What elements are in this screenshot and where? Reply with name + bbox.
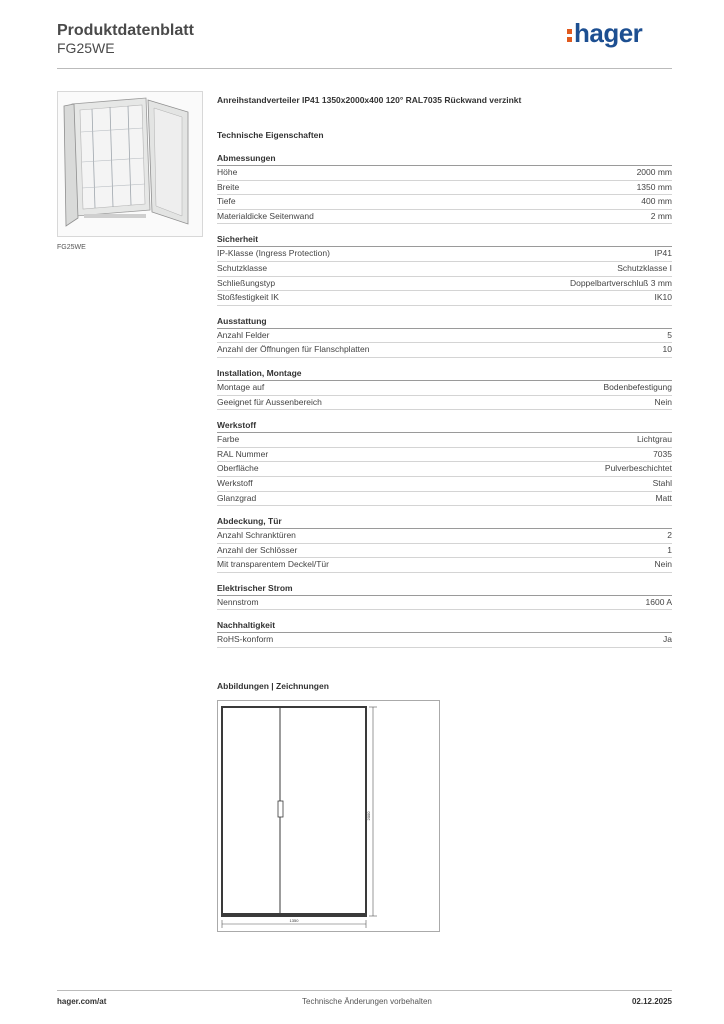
footer-disclaimer: Technische Änderungen vorbehalten: [302, 997, 432, 1006]
spec-value: Schutzklasse I: [617, 262, 672, 273]
spec-label: Oberfläche: [217, 463, 259, 474]
spec-row: [217, 529, 672, 544]
section-title: Werkstoff: [217, 419, 672, 433]
spec-label: Höhe: [217, 167, 238, 177]
spec-row: [217, 596, 672, 611]
spec-label: Anzahl der Schlösser: [217, 544, 298, 555]
spec-value: Bodenbefestigung: [603, 381, 672, 392]
section-title: Installation, Montage: [217, 367, 672, 381]
spec-section: [217, 515, 672, 573]
spec-row: [217, 247, 672, 262]
section-title: Elektrischer Strom: [217, 582, 672, 596]
spec-label: RAL Nummer: [217, 448, 269, 459]
spec-label: Montage auf: [217, 381, 265, 392]
footer-date: 02.12.2025: [631, 997, 672, 1006]
spec-section: [217, 419, 672, 506]
spec-value: 5: [667, 329, 672, 340]
figures-title: Abbildungen | Zeichnungen: [217, 681, 329, 691]
spec-value: 1: [667, 544, 672, 555]
spec-row: [217, 433, 672, 448]
spec-row: [217, 448, 672, 463]
spec-row: [217, 277, 672, 292]
spec-value: 2: [667, 530, 672, 541]
spec-value: 1600 A: [645, 596, 672, 607]
image-caption: FG25WE: [57, 244, 86, 251]
spec-value: Nein: [654, 559, 672, 570]
spec-section: [217, 582, 672, 611]
spec-label: Farbe: [217, 434, 240, 445]
technical-drawing: [217, 700, 440, 932]
spec-sections: [217, 152, 672, 657]
spec-value: Doppelbartverschluß 3 mm: [569, 277, 672, 288]
spec-row: [217, 329, 672, 344]
spec-row: [217, 210, 672, 225]
spec-row: [217, 544, 672, 559]
spec-row: [217, 343, 672, 358]
spec-label: Breite: [217, 181, 240, 192]
spec-row: [217, 396, 672, 411]
product-code: FG25WE: [57, 40, 115, 56]
spec-row: [217, 195, 672, 210]
spec-label: Nennstrom: [217, 596, 259, 607]
spec-row: [217, 558, 672, 573]
spec-row: [217, 181, 672, 196]
spec-section: [217, 152, 672, 224]
section-title: Abdeckung, Tür: [217, 515, 672, 529]
spec-label: Anzahl Schranktüren: [217, 530, 296, 541]
spec-label: Tiefe: [217, 196, 236, 207]
spec-row: [217, 166, 672, 181]
spec-section: [217, 315, 672, 358]
spec-row: [217, 477, 672, 492]
spec-value: Nein: [654, 396, 672, 407]
spec-label: Materialdicke Seitenwand: [217, 210, 314, 221]
cabinet-photo-icon: [58, 92, 202, 236]
spec-value: Lichtgrau: [637, 434, 672, 445]
section-title: Ausstattung: [217, 315, 672, 329]
section-title: Sicherheit: [217, 233, 672, 247]
door-handle-icon: [278, 801, 283, 817]
spec-label: Anzahl Felder: [217, 329, 270, 340]
spec-label: IP-Klasse (Ingress Protection): [217, 248, 330, 259]
spec-value: 1350 mm: [636, 181, 672, 192]
spec-label: Werkstoff: [217, 477, 253, 488]
tech-heading: Technische Eigenschaften: [217, 130, 324, 140]
spec-value: Stahl: [652, 477, 672, 488]
spec-section: [217, 233, 672, 305]
spec-value: Ja: [663, 634, 672, 645]
spec-label: Geeignet für Aussenbereich: [217, 396, 322, 407]
footer-divider: [57, 990, 672, 991]
spec-row: [217, 492, 672, 507]
spec-section: [217, 367, 672, 410]
spec-row: [217, 291, 672, 306]
spec-value: 2000 mm: [636, 167, 672, 177]
spec-row: [217, 462, 672, 477]
spec-label: RoHS-konform: [217, 634, 274, 645]
section-title: Nachhaltigkeit: [217, 619, 672, 633]
spec-value: IK10: [654, 292, 672, 303]
spec-value: Pulverbeschichtet: [604, 463, 672, 474]
hager-logo[interactable]: hager: [567, 18, 642, 49]
product-image: [57, 91, 203, 237]
spec-value: 7035: [653, 448, 672, 459]
spec-label: Stoßfestigkeit IK: [217, 292, 279, 303]
width-dimension: 1350: [289, 918, 299, 923]
spec-value: 400 mm: [641, 196, 672, 207]
spec-row: [217, 633, 672, 648]
footer-website-link[interactable]: hager.com/at: [57, 997, 107, 1006]
spec-value: 2 mm: [650, 210, 672, 221]
spec-label: Schließungstyp: [217, 277, 276, 288]
page-title: Produktdatenblatt: [57, 22, 194, 39]
spec-row: [217, 381, 672, 396]
spec-value: 10: [662, 344, 672, 355]
spec-label: Anzahl der Öffnungen für Flanschplatten: [217, 344, 370, 355]
spec-label: Glanzgrad: [217, 492, 257, 503]
spec-section: [217, 619, 672, 648]
spec-value: IP41: [654, 248, 672, 259]
header-divider: [57, 68, 672, 69]
spec-row: [217, 262, 672, 277]
spec-label: Mit transparentem Deckel/Tür: [217, 559, 329, 570]
height-dimension: 2000: [366, 811, 371, 821]
product-description: Anreihstandverteiler IP41 1350x2000x400 120° RAL7035 Rückwand verzinkt: [217, 95, 522, 105]
logo-dots-icon: [567, 26, 572, 45]
section-title: Abmessungen: [217, 152, 672, 166]
spec-label: Schutzklasse: [217, 262, 268, 273]
spec-value: Matt: [655, 492, 672, 503]
